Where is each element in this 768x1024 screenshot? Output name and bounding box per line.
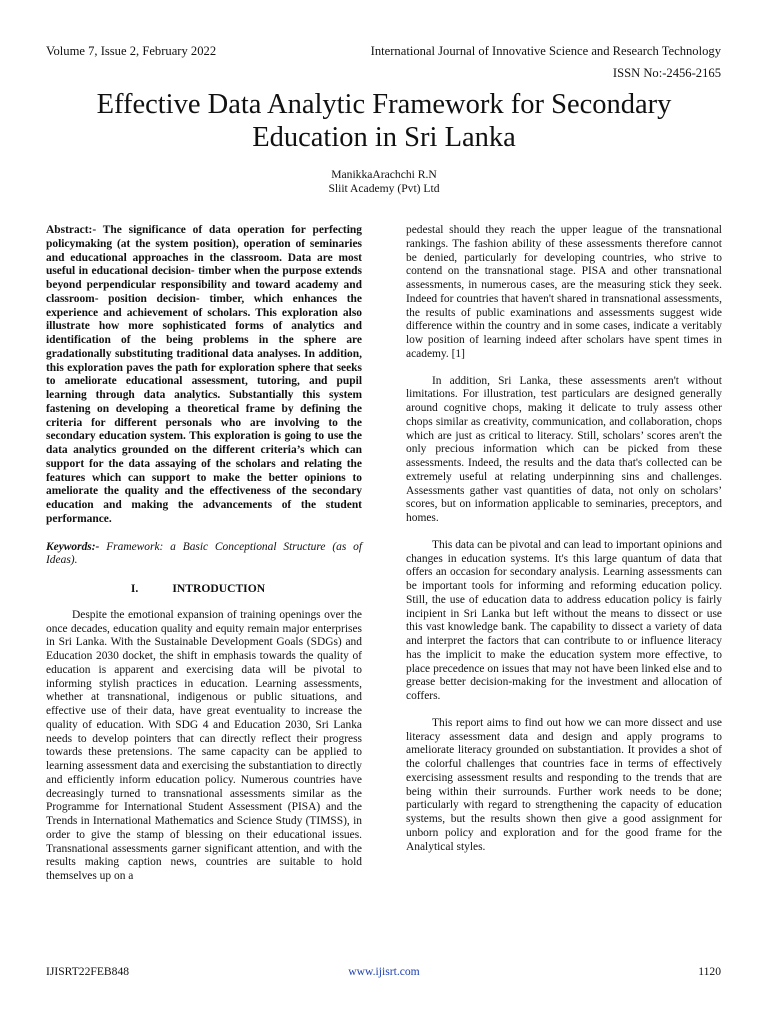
body-paragraph: Despite the emotional expansion of training openings over the once decades, education quality and equity remain major enterprises in Sri Lanka. With the Sustainable Development Goals (SDGs) and Education 2030 docket, the shift in emphasis towards the quality of education is apparent and exercising data will be pivotal to informing stylish practices in education. Learning assessments, whether at transnational, indigenous or public situations, and effective use of their data, have great eventuality to increase the quality of education. With SDG 4 and Education 2030, Sri Lanka needs to develop pointers that can directly reflect their progress towards these pretensions. The same capacity can be applied to learning assessment data and exercising the substantiation to directly and efficiently inform education policy. Numerous countries have decreasingly turned to transnational assessments similar as the Programme for International Student Assessment (PISA) and the Trends in International Mathematics and Science Study (TIMSS), in order to give the stamp of blessing on their educational issues. Transnational assessments garner significant attention, and with the results making caption news, countries are suitable to hold themselves up on a <box>46 608 362 882</box>
footer-page-number: 1120 <box>698 965 721 978</box>
abstract <box>46 224 362 527</box>
author-block <box>0 168 768 195</box>
author-affiliation: Sliit Academy (Pvt) Ltd <box>328 181 440 195</box>
keywords <box>46 541 362 569</box>
right-column <box>406 224 722 854</box>
section-number: I. <box>130 582 139 595</box>
keywords-text: Framework: a Basic Conceptional Structure (as of Ideas). <box>46 540 362 567</box>
header-issn: ISSN No:-2456-2165 <box>612 66 721 80</box>
body-paragraph: In addition, Sri Lanka, these assessments aren't without limitations. For illustration, test particulars are designed generally around cognitive chops, making it delicate to truly assess other chops similar as creativity, communication, and collaboration, chops which are just as critical to literacy. Still, scholars’ scores aren't the only precious information which can be picked from these assessments. Indeed, the results and the data that's collected can be extremely useful at relating underpinning sins and challenges. Assessments gather vast quantities of data, not only on scholars’ scores, but on information applicable to seminaries, preceptors, and homes. <box>406 374 722 524</box>
section-title: INTRODUCTION <box>172 582 266 595</box>
keywords-label: Keywords:- <box>46 540 100 553</box>
paper-title: Effective Data Analytic Framework for Secondary Education in Sri Lanka <box>96 89 672 153</box>
footer-code: IJISRT22FEB848 <box>46 965 130 978</box>
body-paragraph: pedestal should they reach the upper league of the transnational rankings. The fashion ability of these assessments therefore cannot be denied, particularly for developing countries, who strive to contend on the transnational stage. PISA and other transnational assessments, in numerous cases, are the measuring stick they seek. Indeed for countries that haven't shared in transnational assessments, the results of public examinations and assessments suggest wide difference within the country and in some cases, indicate a veritably low position of learning indeed after scholars have spent times in academy. [1] <box>406 224 722 360</box>
section-heading <box>46 582 362 596</box>
header-journal: International Journal of Innovative Science and Research Technology <box>370 44 721 58</box>
author-name: ManikkaArachchi R.N <box>331 168 437 181</box>
abstract-text: The significance of data operation for perfecting policymaking (at the system position), operation of seminaries and educational approaches in the classroom. Data are most useful in educational decision- timber when the purpose extends beyond perpendicular responsibility and toward academy and classroom- position decision- timber, which enhances the experience and achievement of scholars. This exploration also illustrate how more sophisticated forms of analytics and identification of the being problems in the sphere are gradationally substituting traditional data analyses. In addition, this exploration paves the path for exploration sphere that seeks to ameliorate educational assessment, tutoring, and pupil learning through data analytics. Substantially this system fastening on developing a theoretical frame by defining the criteria for different personals who are involving to the secondary education system. This exploration is going to use the data analytics grounded on the different criteria’s which can support for the data assaying of the scholars and relating the features which can support to make the better opinions to ameliorate the quality and the effectiveness of the secondary education and making the advancements of the student performance. <box>46 224 362 525</box>
footer-url[interactable]: www.ijisrt.com <box>348 965 420 978</box>
abstract-label: Abstract:- <box>46 224 97 236</box>
body-paragraph: This report aims to find out how we can more dissect and use literacy assessment data and design and apply programs to ameliorate literacy grounded on substantiation. It provides a shot of the colorful challenges that countries face in terms of effectively exercising assessment results and responding to the trends that are being within their surrounds. Further work needs to be done; particularly with regard to strengthening the capacity of education systems, but the results shown then give a good assignment for unborn policy and exploration and for the good frame for the Analytical styles. <box>406 716 722 853</box>
body-paragraph: This data can be pivotal and can lead to important opinions and changes in education systems. It's this large quantum of data that offers an occasion for secondary analysis. Learning assessments can be important tools for informing and reforming education policy. Still, the use of education data to address education policy is fairly incipient in Sri Lanka but left without the means to dissect or use this vast knowledge bank. The capability to dissect a variety of data and interpret the factors that can contribute to or influence literacy has the implicit to make the education system more effective, to place precedence on issues that may not have been linked else and to grease better decision-making for the investment and allocation of coffers. <box>406 538 722 702</box>
header-volume: Volume 7, Issue 2, February 2022 <box>46 44 217 58</box>
left-column <box>46 224 362 884</box>
